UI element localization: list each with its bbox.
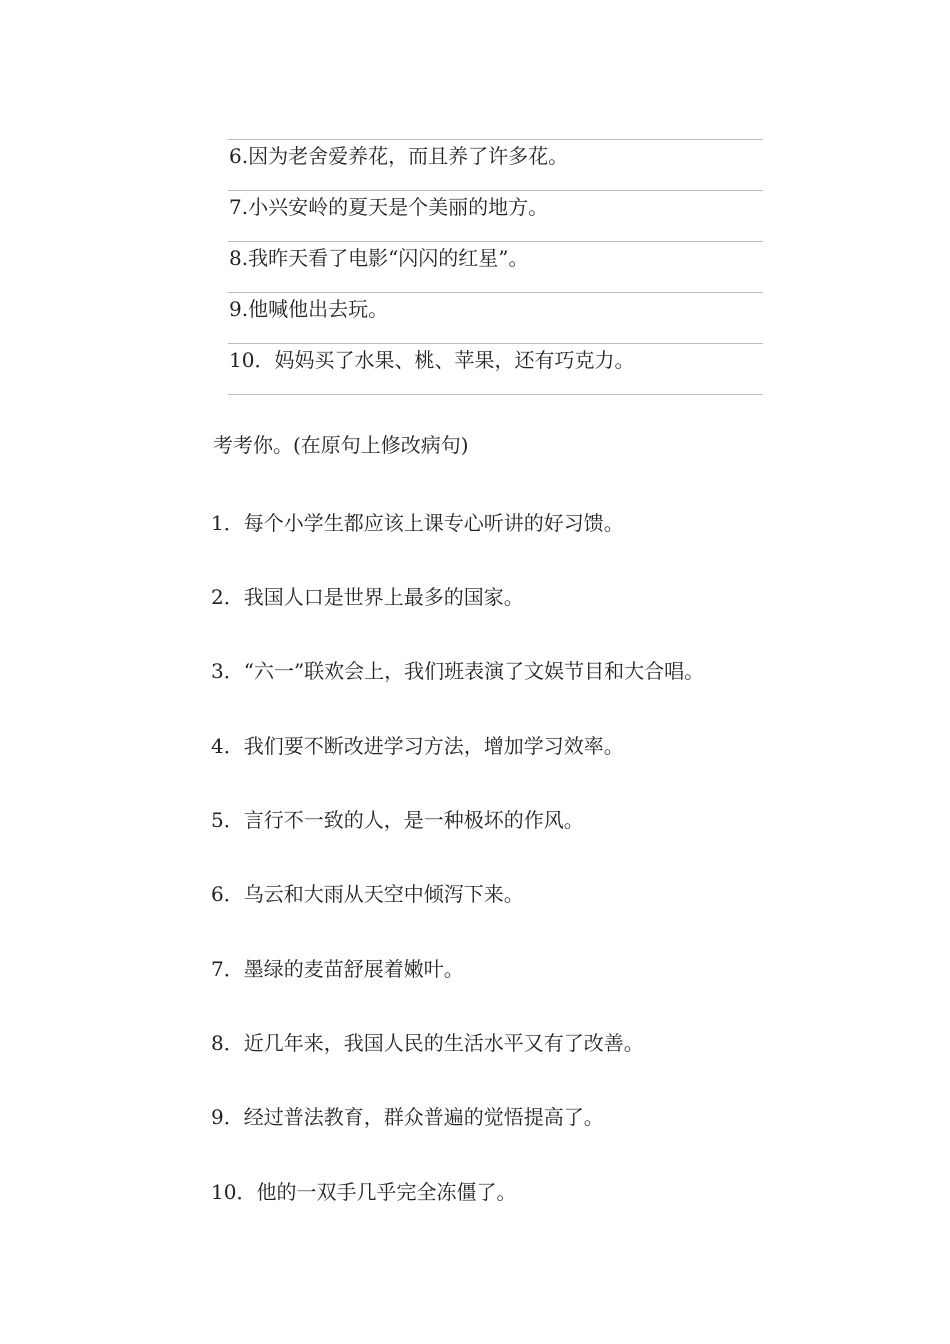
exercise-item: 7.小兴安岭的夏天是个美丽的地方。 [229,195,549,219]
exercise-item: 3．“六一”联欢会上，我们班表演了文娱节目和大合唱。 [211,659,705,683]
exercise-item: 10．他的一双手几乎完全冻僵了。 [211,1180,517,1204]
exercise-item: 8.我昨天看了电影“闪闪的红星”。 [229,246,529,270]
answer-rule [228,292,763,293]
exercise-item: 9．经过普法教育，群众普遍的觉悟提高了。 [211,1105,604,1129]
exercise-item: 1．每个小学生都应该上课专心听讲的好习馈。 [211,511,624,535]
section-heading: 考考你。(在原句上修改病句) [213,433,469,457]
exercise-item: 5．言行不一致的人，是一种极坏的作风。 [211,808,584,832]
answer-rule [228,394,763,395]
exercise-item: 6.因为老舍爱养花，而且养了许多花。 [229,144,569,168]
exercise-item: 2．我国人口是世界上最多的国家。 [211,585,524,609]
exercise-item: 6．乌云和大雨从天空中倾泻下来。 [211,882,524,906]
answer-rule [228,139,763,140]
exercise-item: 4．我们要不断改进学习方法，增加学习效率。 [211,734,624,758]
answer-rule [228,343,763,344]
exercise-item: 8．近几年来，我国人民的生活水平又有了改善。 [211,1031,644,1055]
exercise-item: 9.他喊他出去玩。 [229,297,389,321]
exercise-item: 10．妈妈买了水果、桃、苹果，还有巧克力。 [229,348,635,372]
answer-rule [228,241,763,242]
answer-rule [228,190,763,191]
exercise-item: 7．墨绿的麦苗舒展着嫩叶。 [211,957,464,981]
